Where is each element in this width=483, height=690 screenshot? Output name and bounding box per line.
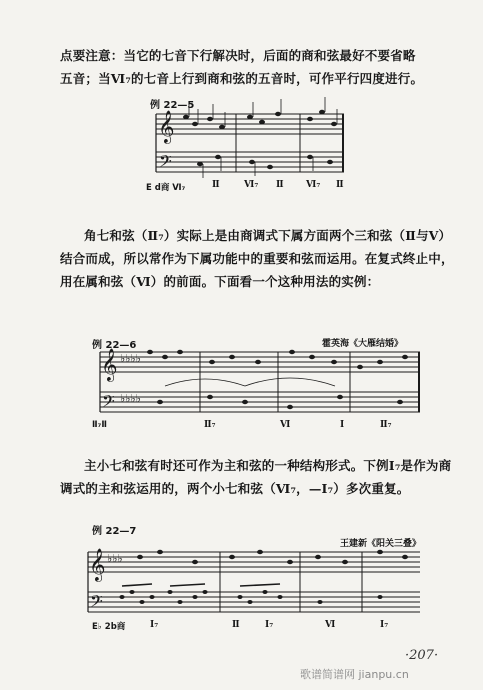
key-signature-flats-icon: ♭♭♭ (107, 552, 123, 565)
example-3-notes (119, 550, 408, 604)
bass-clef-icon: 𝄢 (90, 591, 103, 615)
example-2-label: 例 22—6 (92, 340, 137, 351)
example-3-chord-3: Ⅰ₇ (265, 620, 274, 630)
example-3-chord-5: Ⅰ₇ (380, 620, 389, 630)
example-2-chord-3: Ⅰ (340, 420, 345, 430)
example-1-chord-4: Ⅵ₇ (306, 180, 321, 190)
key-signature-flats-icon: ♭♭♭♭ (120, 392, 141, 405)
page-number: ·207· (405, 648, 439, 663)
bass-clef-icon: 𝄢 (102, 391, 115, 415)
example-3-chord-1: Ⅰ₇ (150, 620, 159, 630)
bass-clef-icon: 𝄢 (159, 151, 172, 175)
example-3-chord-2: Ⅱ (232, 620, 240, 630)
example-3-chord-4: Ⅵ (325, 620, 336, 630)
example-2-chord-2: Ⅵ (280, 420, 291, 430)
example-1-chord-3: Ⅱ (276, 180, 284, 190)
example-2-key-label: Ⅱ₇Ⅱ (92, 420, 107, 430)
example-1-chord-5: Ⅱ (336, 180, 344, 190)
key-signature-flats-icon: ♭♭♭♭ (120, 352, 141, 365)
example-1-stems (189, 97, 337, 178)
paragraph-1-line-1: 点要注意：当它的七音下行解决时，后面的商和弦最好不要省略 (60, 48, 416, 63)
example-3-beams (122, 584, 280, 586)
example-2-bass-staff (100, 392, 420, 412)
example-3-label: 例 22—7 (92, 526, 137, 537)
example-2-score (100, 348, 420, 415)
example-3-score (88, 548, 420, 615)
treble-clef-icon: 𝄞 (158, 110, 175, 143)
paragraph-2: 角七和弦（Ⅱ₇）实际上是由商调式下属方面两个三和弦（Ⅱ与Ⅴ）结合而成，所以常作为下属功能中的重要和弦而运用。在复式终止中，用在属和弦（Ⅵ）的前面。下面看一个这种用法的实例： (60, 228, 454, 289)
paragraph-1-line-2: 五音；当Ⅵ₇的七音上行到商和弦的五音时，可作平行四度进行。 (60, 71, 424, 86)
example-1-chord-1: Ⅱ (212, 180, 220, 190)
example-1-key-label: E d商 Ⅵ₇ (146, 183, 186, 193)
tie-icon (165, 379, 245, 386)
example-2-credit: 霍英海《大雁结婚》 (322, 339, 404, 349)
treble-clef-icon: 𝄞 (89, 548, 106, 581)
example-1-score (156, 97, 344, 178)
watermark-text: 歌谱简谱网 jianpu.cn (300, 668, 409, 681)
tie-icon (245, 378, 335, 386)
example-3-key-label: E♭ 2b商 (92, 622, 126, 632)
paragraph-3: 主小七和弦有时还可作为主和弦的一种结构形式。下例Ⅰ₇是作为商调式的主和弦运用的，两个小七和弦（Ⅵ₇，—Ⅰ₇）多次重复。 (60, 458, 452, 496)
example-1-chord-2: Ⅵ₇ (244, 180, 259, 190)
treble-clef-icon: 𝄞 (101, 348, 118, 381)
example-2-chord-4: Ⅱ₇ (380, 420, 392, 430)
example-3-bass-staff (88, 592, 420, 612)
example-3-treble-staff (88, 552, 420, 572)
example-1-label: 例 22—5 (150, 100, 195, 111)
example-2-chord-1: Ⅱ₇ (204, 420, 216, 430)
example-3-credit: 王建新《阳关三叠》 (340, 539, 422, 549)
